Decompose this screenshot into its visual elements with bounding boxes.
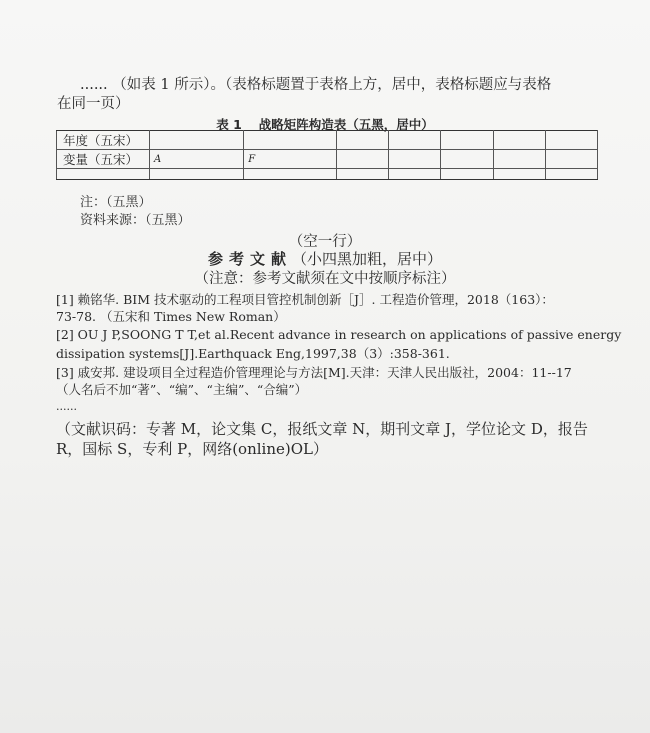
reference-1-line-1: [1] 赖铭华. BIM 技术驱动的工程项目管控机制创新［J］. 工程造价管理，2018（163）： <box>56 292 554 307</box>
references-instruction: （注意：参考文献须在文中按顺序标注） <box>194 271 456 287</box>
reference-1-line-2: 73-78. （五宋和 Times New Roman） <box>56 309 286 324</box>
table-cell <box>336 150 388 169</box>
references-ellipsis: ...... <box>56 400 77 413</box>
table-cell-f: F <box>244 150 337 169</box>
table-cell <box>244 169 337 180</box>
table-cell <box>493 150 545 169</box>
reference-3-line-2: （人名后不加“著”、“编”、“主编”、“合编”） <box>56 382 308 397</box>
table-cell <box>389 131 441 150</box>
table-cell <box>150 131 244 150</box>
intro-paragraph-line-2: 在同一页） <box>57 96 130 112</box>
intro-paragraph-line-1: ...... （如表 1 所示）。（表格标题置于表格上方，居中，表格标题应与表格 <box>80 77 552 93</box>
table-cell <box>57 169 150 180</box>
table-cell <box>336 131 388 150</box>
table-cell-variable-label: 变量（五宋） <box>57 150 150 169</box>
table-source: 资料来源：（五黑） <box>80 213 191 228</box>
table-cell <box>545 169 597 180</box>
table-cell <box>244 131 337 150</box>
table-cell <box>493 169 545 180</box>
table-caption: 表 1 战略矩阵构造表（五黑，居中） <box>216 117 434 132</box>
references-title-suffix: （小四黑加粗，居中） <box>292 250 443 268</box>
table-cell <box>389 169 441 180</box>
table-cell <box>545 131 597 150</box>
table-cell <box>336 169 388 180</box>
table-cell <box>389 150 441 169</box>
document-type-codes-line-1: （文献识码：专著 M，论文集 C，报纸文章 N，期刊文章 J，学位论文 D，报告 <box>56 420 588 438</box>
table-cell-a: A <box>150 150 244 169</box>
table-row <box>57 131 598 150</box>
table-cell <box>441 131 493 150</box>
table-cell <box>441 150 493 169</box>
table-cell <box>150 169 244 180</box>
reference-2-line-1: [2] OU J P,SOONG T T,et al.Recent advance in research on applications of passive energy <box>56 327 622 342</box>
table-row <box>57 150 598 169</box>
document-type-codes-line-2: R，国标 S，专利 P，网络(online)OL） <box>56 440 328 458</box>
table-cell <box>545 150 597 169</box>
table-cell-year-label: 年度（五宋） <box>57 131 150 150</box>
reference-2-line-2: dissipation systems[J].Earthquack Eng,1997,38（3）:358-361. <box>56 346 450 361</box>
strategy-matrix-table <box>56 130 598 180</box>
references-title: 参考文献 <box>207 250 292 268</box>
table-row <box>57 169 598 180</box>
blank-line-marker: （空一行） <box>288 234 362 250</box>
table-cell <box>441 169 493 180</box>
table-cell <box>493 131 545 150</box>
references-heading <box>0 248 650 269</box>
table-note: 注：（五黑） <box>80 195 152 210</box>
reference-3-line-1: [3] 戚安邦. 建设项目全过程造价管理理论与方法[M].天津：天津人民出版社，2004：11--17 <box>56 365 572 380</box>
